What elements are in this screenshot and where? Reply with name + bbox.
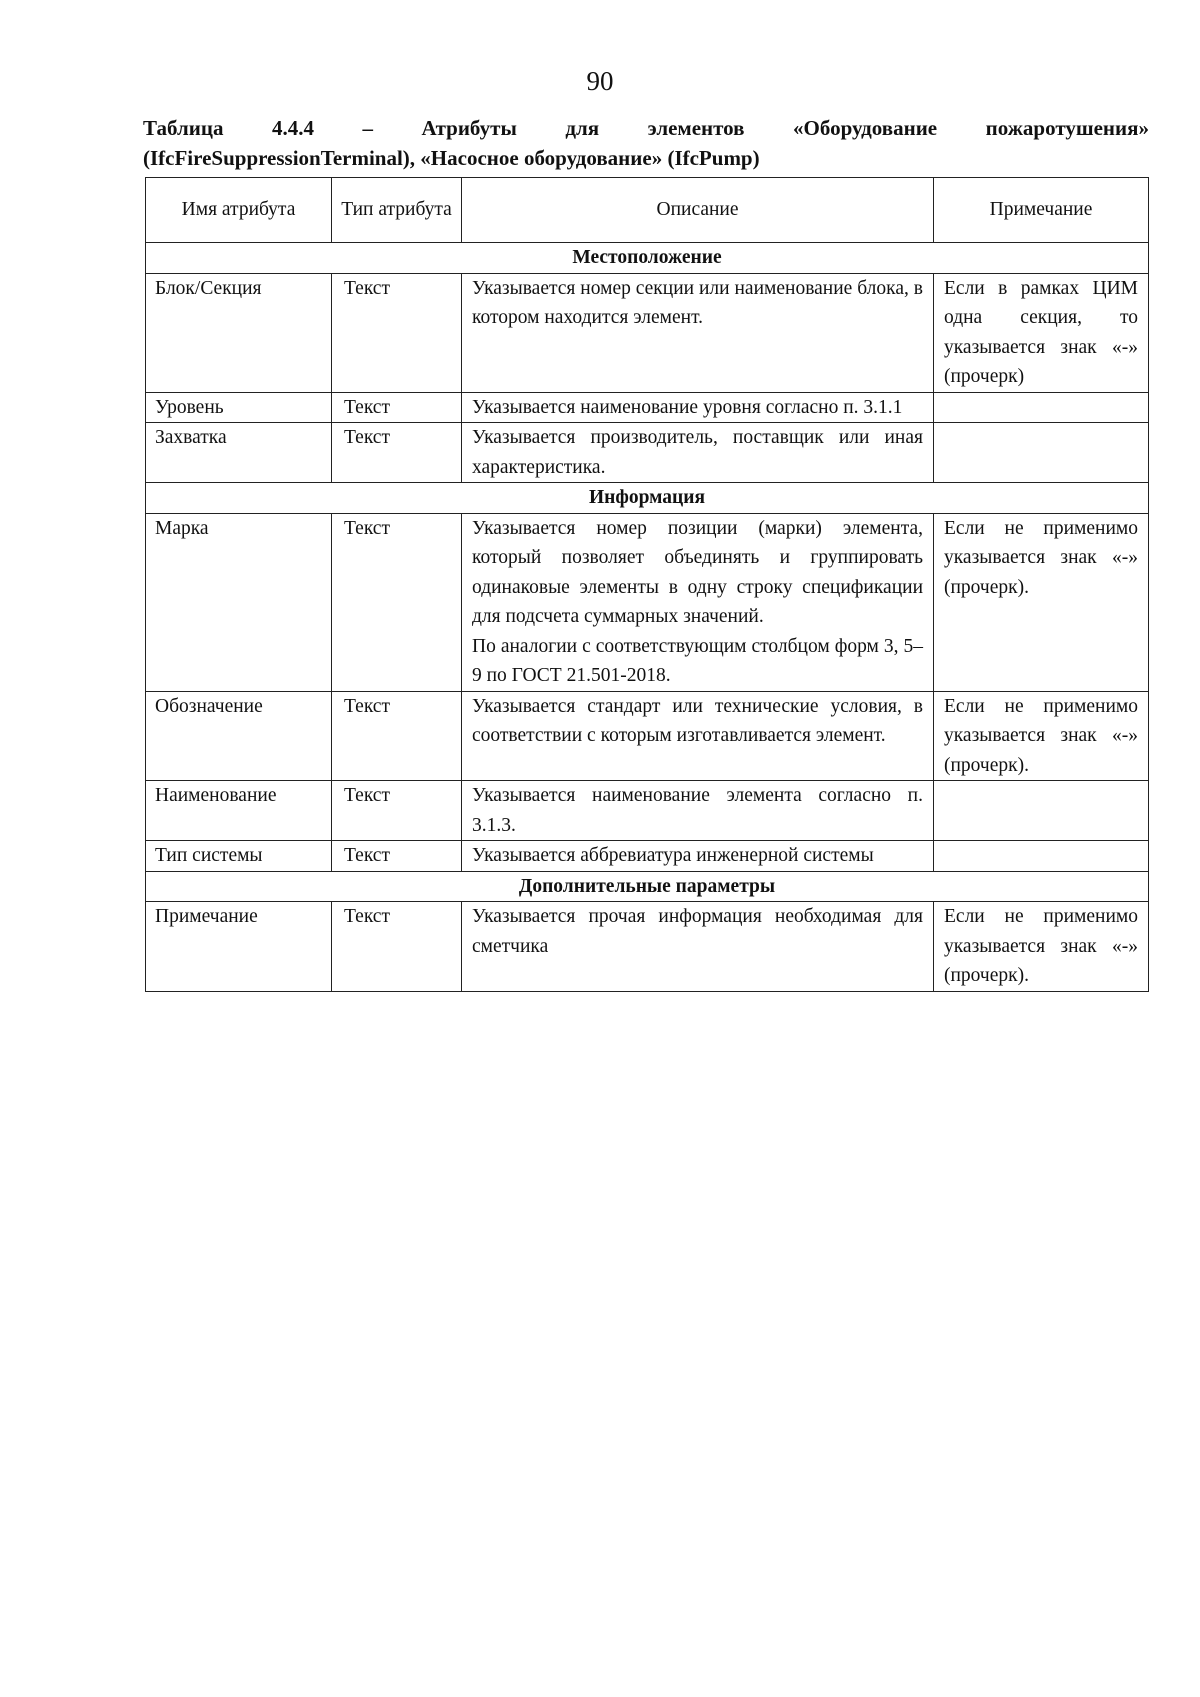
section-title: Информация <box>146 483 1149 514</box>
description-paragraph: Указывается стандарт или технические условия, в соответствии с которым изготавливается элемент. <box>472 695 923 746</box>
description-cell <box>462 781 934 841</box>
description-cell <box>462 841 934 872</box>
attribute-type-cell: Текст <box>332 781 462 841</box>
caption-word: – <box>362 116 373 140</box>
attribute-type-cell: Текст <box>332 513 462 691</box>
note-cell: Если не применимо указывается знак «-» (прочерк). <box>934 513 1149 691</box>
attribute-name-cell: Обозначение <box>146 691 332 781</box>
table-header-row <box>146 178 1149 243</box>
header-description: Описание <box>462 178 934 243</box>
table-row <box>146 841 1149 872</box>
attribute-name-cell: Тип системы <box>146 841 332 872</box>
header-attribute-name: Имя атрибута <box>146 178 332 243</box>
header-note: Примечание <box>934 178 1149 243</box>
description-cell <box>462 902 934 992</box>
description-cell <box>462 513 934 691</box>
attributes-table <box>145 177 1149 992</box>
table-row <box>146 781 1149 841</box>
section-row <box>146 483 1149 514</box>
caption-word: пожаротушения» <box>985 116 1149 140</box>
caption-word: для <box>565 116 600 140</box>
attribute-type-cell: Текст <box>332 691 462 781</box>
description-paragraph: Указывается номер позиции (марки) элемента, который позволяет объединять и группировать одинаковые элементы в одну строку спецификации для подсчета суммарных значений. <box>472 517 923 627</box>
table-row <box>146 691 1149 781</box>
description-paragraph: Указывается прочая информация необходимая для сметчика <box>472 906 923 957</box>
header-attribute-type: Тип атрибута <box>332 178 462 243</box>
table-row <box>146 513 1149 691</box>
caption-line-2: (IfcFireSuppressionTerminal), «Насосное оборудование» (IfcPump) <box>143 146 760 170</box>
attribute-type-cell: Текст <box>332 902 462 992</box>
description-cell <box>462 423 934 483</box>
caption-word: элементов <box>647 116 745 140</box>
note-cell <box>934 392 1149 423</box>
table-row <box>146 273 1149 392</box>
table-body <box>146 243 1149 992</box>
table-row <box>146 392 1149 423</box>
note-cell <box>934 841 1149 872</box>
attribute-name-cell: Захватка <box>146 423 332 483</box>
attribute-type-cell: Текст <box>332 423 462 483</box>
section-title: Местоположение <box>146 243 1149 274</box>
page-number: 90 <box>586 66 614 96</box>
caption-word: Атрибуты <box>421 116 517 140</box>
note-cell <box>934 423 1149 483</box>
description-paragraph: Указывается производитель, поставщик или иная характеристика. <box>472 427 923 478</box>
table-row <box>146 902 1149 992</box>
section-row <box>146 871 1149 902</box>
attribute-name-cell: Наименование <box>146 781 332 841</box>
caption-line-1 <box>143 113 1149 143</box>
description-paragraph: Указывается наименование элемента согласно п. 3.1.3. <box>472 785 923 836</box>
attribute-type-cell: Текст <box>332 841 462 872</box>
note-cell: Если в рамках ЦИМ одна секция, то указывается знак «-» (прочерк) <box>934 273 1149 392</box>
attribute-name-cell: Уровень <box>146 392 332 423</box>
note-cell: Если не применимо указывается знак «-» (прочерк). <box>934 902 1149 992</box>
section-row <box>146 243 1149 274</box>
table-row <box>146 423 1149 483</box>
description-cell <box>462 691 934 781</box>
attribute-name-cell: Примечание <box>146 902 332 992</box>
table-caption <box>143 113 1149 173</box>
note-cell <box>934 781 1149 841</box>
caption-word: Таблица <box>143 116 224 140</box>
description-cell <box>462 273 934 392</box>
attribute-name-cell: Марка <box>146 513 332 691</box>
description-paragraph: Указывается аббревиатура инженерной системы <box>472 845 874 866</box>
attribute-type-cell: Текст <box>332 273 462 392</box>
attribute-name-cell: Блок/Секция <box>146 273 332 392</box>
description-paragraph: По аналогии с соответствующим столбцом форм 3, 5–9 по ГОСТ 21.501-2018. <box>472 635 923 686</box>
note-cell: Если не применимо указывается знак «-» (прочерк). <box>934 691 1149 781</box>
caption-word: «Оборудование <box>793 116 938 140</box>
description-paragraph: Указывается наименование уровня согласно п. 3.1.1 <box>472 396 903 418</box>
caption-word: 4.4.4 <box>271 116 314 140</box>
description-cell <box>462 392 934 423</box>
section-title: Дополнительные параметры <box>146 871 1149 902</box>
description-paragraph: Указывается номер секции или наименование блока, в котором находится элемент. <box>472 277 923 328</box>
attribute-type-cell: Текст <box>332 392 462 423</box>
